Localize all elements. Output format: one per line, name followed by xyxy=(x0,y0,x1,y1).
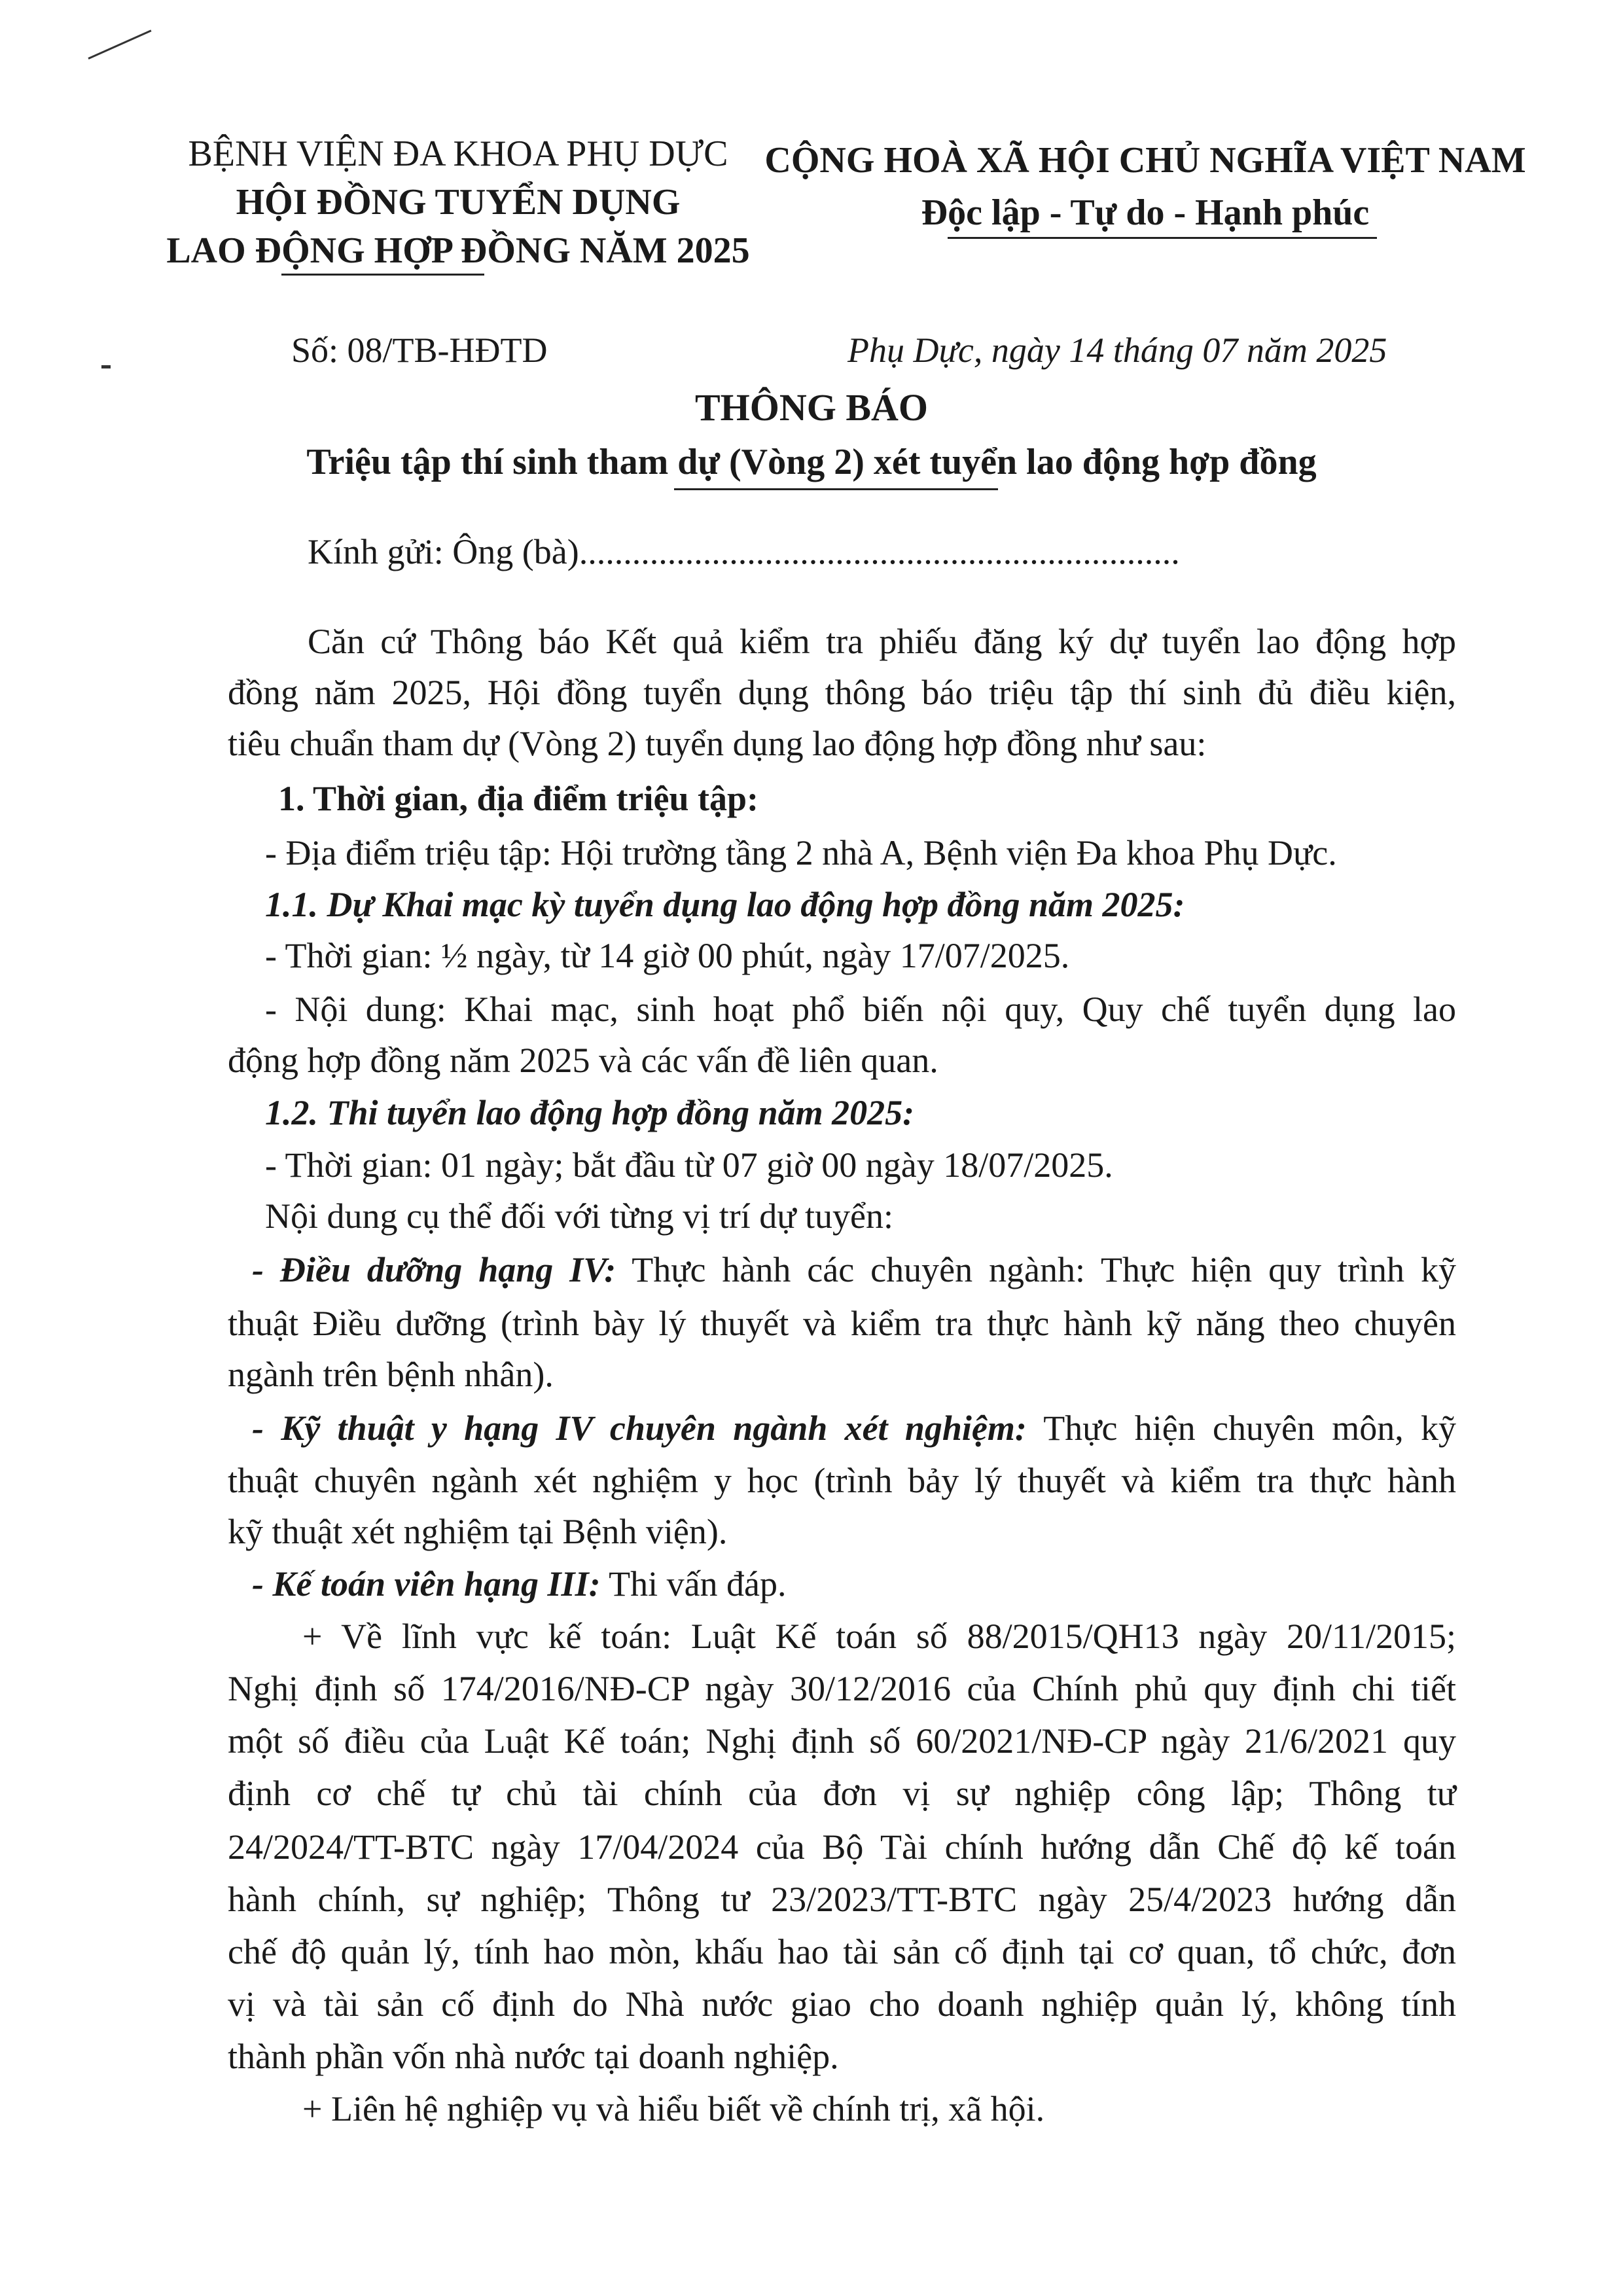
intro-line-3: tiêu chuẩn tham dự (Vòng 2) tuyển dụng lao động hợp đồng như sau: xyxy=(228,724,1207,763)
section-1-2-title: 1.2. Thi tuyển lao động hợp đồng năm 2025: xyxy=(265,1093,915,1132)
addressee: Kính gửi: Ông (bà).................................................................... xyxy=(308,532,1180,571)
acc-label: - Kế toán viên hạng III: xyxy=(252,1564,601,1604)
motto: Độc lập - Tự do - Hạnh phúc xyxy=(921,192,1370,233)
place-date: Phụ Dực, ngày 14 tháng 07 năm 2025 xyxy=(847,331,1387,370)
intro-line-2: đồng năm 2025, Hội đồng tuyển dụng thông báo triệu tập thí sinh đủ điều kiện, xyxy=(228,673,1456,712)
lab-line-3: kỹ thuật xét nghiệm tại Bệnh viện). xyxy=(228,1512,728,1551)
acc-para-1-line-9: thành phần vốn nhà nước tại doanh nghiệp. xyxy=(228,2037,839,2076)
nurse-line-2: thuật Điều dưỡng (trình bày lý thuyết và kiểm tra thực hành kỹ năng theo chuyên xyxy=(228,1304,1456,1343)
header-left xyxy=(111,130,805,275)
nurse-line-1 xyxy=(252,1244,1456,1296)
nurse-label: - Điều dưỡng hạng IV: xyxy=(252,1250,616,1289)
scan-mark xyxy=(88,29,151,59)
acc-para-1-line-7: chế độ quản lý, tính hao mòn, khấu hao tài sản cố định tại cơ quan, tổ chức, đơn xyxy=(228,1932,1456,1971)
section-1-location: - Địa điểm triệu tập: Hội trường tầng 2 nhà A, Bệnh viện Đa khoa Phụ Dực. xyxy=(265,833,1337,872)
section-1-1-title: 1.1. Dự Khai mạc kỳ tuyển dụng lao động hợp đồng năm 2025: xyxy=(265,885,1185,924)
acc-para-1-line-3: một số điều của Luật Kế toán; Nghị định số 60/2021/NĐ-CP ngày 21/6/2021 quy xyxy=(228,1721,1456,1761)
lab-line-2: thuật chuyên ngành xét nghiệm y học (trình bảy lý thuyết và kiểm tra thực hành xyxy=(228,1461,1456,1500)
council-name: HỘI ĐỒNG TUYỂN DỤNG xyxy=(236,182,681,223)
country-name: CỘNG HOÀ XÃ HỘI CHỦ NGHĨA VIỆT NAM xyxy=(764,140,1526,181)
section-1-title: 1. Thời gian, địa điểm triệu tập: xyxy=(278,779,758,818)
acc-para-1-line-8: vị và tài sản cố định do Nhà nước giao cho doanh nghiệp quản lý, không tính xyxy=(228,1984,1456,2024)
acc-para-1-line-2: Nghị định số 174/2016/NĐ-CP ngày 30/12/2016 của Chính phủ quy định chi tiết xyxy=(228,1669,1456,1708)
hospital-name: BỆNH VIỆN ĐA KHOA PHỤ DỰC xyxy=(188,134,728,174)
acc-para-1-line-4: định cơ chế tự chủ tài chính của đơn vị sự nghiệp công lập; Thông tư xyxy=(228,1774,1456,1813)
acc-line-1 xyxy=(252,1558,787,1610)
acc-para-1-line-5: 24/2024/TT-BTC ngày 17/04/2024 của Bộ Tài chính hướng dẫn Chế độ kế toán xyxy=(228,1827,1456,1867)
acc-para-1-line-1: + Về lĩnh vực kế toán: Luật Kế toán số 88/2015/QH13 ngày 20/11/2015; xyxy=(302,1617,1456,1656)
lab-label: - Kỹ thuật y hạng IV chuyên ngành xét nghiệm: xyxy=(252,1408,1027,1448)
document-number: Số: 08/TB-HĐTD xyxy=(291,331,548,370)
header-left-underline xyxy=(281,274,484,276)
section-1-2-detail: Nội dung cụ thể đối với từng vị trí dự tuyển: xyxy=(265,1196,894,1236)
motto-underline xyxy=(948,237,1377,239)
acc-para-2: + Liên hệ nghiệp vụ và hiểu biết về chính trị, xã hội. xyxy=(302,2089,1045,2128)
nurse-line-3: ngành trên bệnh nhân). xyxy=(228,1355,554,1394)
acc-para-1-line-6: hành chính, sự nghiệp; Thông tư 23/2023/TT-BTC ngày 25/4/2023 hướng dẫn xyxy=(228,1880,1456,1919)
lab-text: Thực hiện chuyên môn, kỹ xyxy=(1026,1408,1457,1448)
section-1-2-time: - Thời gian: 01 ngày; bắt đầu từ 07 giờ 00 ngày 18/07/2025. xyxy=(265,1145,1113,1185)
section-1-1-content-1: - Nội dung: Khai mạc, sinh hoạt phổ biến nội quy, Quy chế tuyển dụng lao xyxy=(265,990,1456,1029)
nurse-text: Thực hành các chuyên ngành: Thực hiện quy trình kỹ xyxy=(616,1250,1456,1289)
section-1-1-time: - Thời gian: ½ ngày, từ 14 giờ 00 phút, ngày 17/07/2025. xyxy=(265,936,1070,975)
subtitle-underline xyxy=(674,488,998,490)
header-right xyxy=(753,136,1538,237)
section-1-1-content-2: động hợp đồng năm 2025 và các vấn đề liên quan. xyxy=(228,1041,938,1080)
acc-text: Thi vấn đáp. xyxy=(600,1564,787,1604)
council-subtitle: LAO ĐỘNG HỢP ĐỒNG NĂM 2025 xyxy=(166,230,750,271)
scan-speck xyxy=(101,365,111,368)
document-subtitle: Triệu tập thí sinh tham dự (Vòng 2) xét tuyển lao động hợp đồng xyxy=(306,442,1317,482)
lab-line-1 xyxy=(252,1402,1456,1454)
intro-line-1: Căn cứ Thông báo Kết quả kiểm tra phiếu đăng ký dự tuyển lao động hợp xyxy=(308,622,1456,661)
document-title: THÔNG BÁO xyxy=(694,386,929,429)
